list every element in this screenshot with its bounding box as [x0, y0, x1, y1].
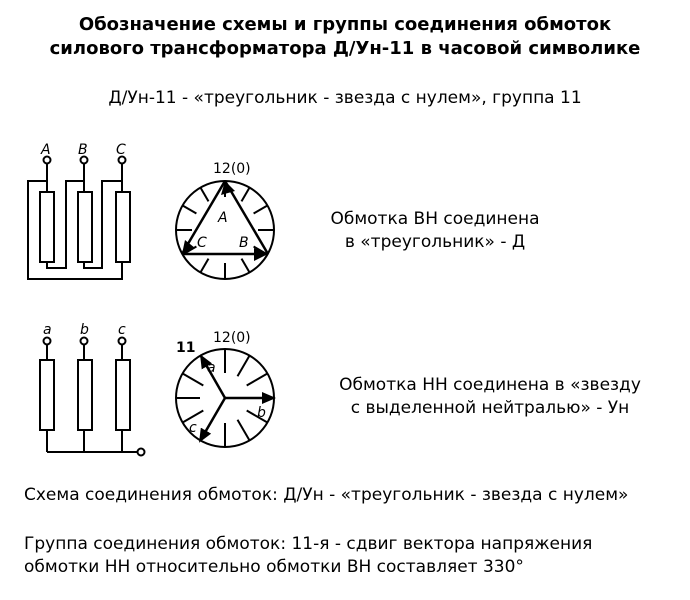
hv-clock-dial — [176, 181, 274, 279]
group-description-line-1: Группа соединения обмоток: 11-я - сдвиг вектора напряжения — [24, 534, 593, 554]
lv-vector-label-b: b — [257, 405, 266, 421]
group-description-line-2: обмотки НН относительно обмотки ВН составляет 330° — [24, 557, 524, 577]
hv-coil-b — [78, 192, 92, 262]
lv-clock-label: 12(0) — [213, 330, 251, 346]
lv-terminal-a-label: a — [43, 322, 52, 338]
hv-clock-label: 12(0) — [213, 161, 251, 177]
hv-vector-label-a: A — [218, 210, 228, 226]
hv-terminal-c-label: C — [116, 142, 126, 158]
scheme-description: Схема соединения обмоток: Д/Ун - «треугольник - звезда с нулем» — [24, 485, 629, 505]
lv-neutral-terminal — [138, 449, 145, 456]
hv-description-line-1: Обмотка ВН соединена — [330, 209, 540, 229]
lv-clock-tick-1 — [238, 356, 250, 377]
subtitle: Д/Ун-11 - «треугольник - звезда с нулем», группа 11 — [108, 88, 582, 108]
lv-vector-label-c: c — [189, 420, 197, 436]
hv-clock-tick-7 — [201, 259, 209, 273]
hv-clock-tick-5 — [242, 259, 250, 273]
hv-delta-schematic — [28, 157, 130, 280]
hv-terminal-a-label: A — [41, 142, 51, 158]
hv-clock-tick-10 — [183, 206, 197, 214]
lv-clock-tick-2 — [247, 374, 268, 386]
lv-terminal-c — [119, 338, 126, 345]
hv-vector-label-b: B — [239, 235, 249, 251]
hv-vector-label-c: C — [197, 235, 207, 251]
title-line-1: Обозначение схемы и группы соединения обмоток — [78, 14, 612, 35]
lv-terminal-b-label: b — [80, 322, 89, 338]
lv-terminal-b — [81, 338, 88, 345]
lv-vector-label-a: a — [207, 360, 216, 376]
lv-coil-b — [78, 360, 92, 430]
hv-clock-tick-2 — [254, 206, 268, 214]
hv-terminal-b-label: B — [78, 142, 88, 158]
lv-clock-tick-5 — [238, 420, 250, 441]
hv-clock-tick-1 — [242, 188, 250, 202]
hv-description-line-2: в «треугольник» - Д — [344, 232, 526, 252]
title-line-2: силового трансформатора Д/Ун-11 в часовой символике — [49, 38, 641, 59]
lv-star-schematic — [40, 338, 145, 456]
lv-coil-c — [116, 360, 130, 430]
lv-terminal-c-label: c — [118, 322, 126, 338]
hv-coil-a — [40, 192, 54, 262]
hv-clock-tick-11 — [201, 188, 209, 202]
lv-clock-tick-10 — [183, 374, 204, 386]
lv-description-line-1: Обмотка НН соединена в «звезду — [339, 375, 641, 395]
hv-coil-c — [116, 192, 130, 262]
lv-coil-a — [40, 360, 54, 430]
lv-description-line-2: с выделенной нейтралью» - Ун — [350, 398, 630, 418]
lv-hour-label: 11 — [176, 340, 196, 356]
lv-vector-c — [200, 398, 225, 441]
lv-terminal-a — [44, 338, 51, 345]
